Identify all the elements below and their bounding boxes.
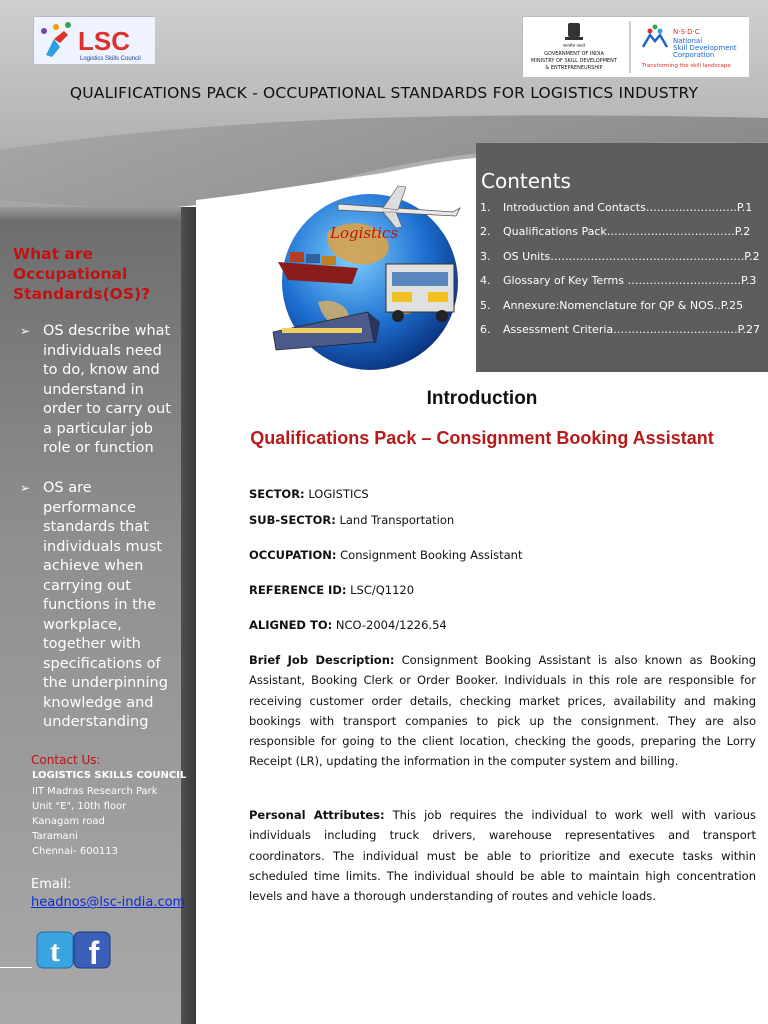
- gov-motto: सत्यमेव जयते: [562, 44, 586, 49]
- svg-text:f: f: [88, 935, 100, 969]
- os-bullet: ➢ OS are performance standards that individuals must achieve when carrying out functions in the workplace, together with specifications of the underpinning knowledge and understanding: [20, 480, 168, 730]
- gov-line-2: GOVERNMENT OF INDIA: [544, 51, 604, 57]
- arrow-bullet-icon: ➢: [20, 324, 31, 338]
- contents-item[interactable]: 5. Annexure:Nomenclature for QP & NOS..P.25: [480, 298, 744, 312]
- lsc-logo-subtext: Logistics Skills Council: [80, 56, 141, 62]
- contents-heading: Contents: [481, 169, 571, 193]
- subsector-field: [249, 513, 454, 527]
- contents-item[interactable]: 6. Assessment Criteria…………………………….P.27: [480, 322, 761, 336]
- lsc-logo-text: LSC: [78, 26, 130, 56]
- gov-line-4: & ENTREPRENEURSHIP: [545, 65, 603, 71]
- job-description-text: Consignment Booking Assistant is also known as Booking Assistant, Booking Clerk or Order Booker. Individuals in this role are responsible for receiving customer order details, checking market prices, availability and making bookings with transport companies to pick up the consignment. They are also responsible for going to the client location, checking the goods, preparing the Lorry Receipt (LR), updating the information in the computer system and billing.: [249, 653, 756, 769]
- contents-list: [480, 201, 766, 347]
- contact-address-line: IIT Madras Research Park: [32, 786, 158, 797]
- arrow-bullet-icon: ➢: [20, 481, 31, 495]
- twitter-icon[interactable]: [36, 931, 74, 969]
- lsc-logo: [33, 16, 154, 63]
- contents-item[interactable]: 4. Glossary of Key Terms ………………………….P.3: [480, 274, 757, 288]
- reference-id-field: [249, 583, 414, 597]
- contact-address-line: Taramani: [32, 831, 78, 842]
- aligned-value: NCO-2004/1226.54: [335, 618, 447, 632]
- sidebar: [0, 207, 196, 1024]
- svg-text:t: t: [50, 935, 60, 968]
- contents-item[interactable]: 3. OS Units…………………………………….……….P.2: [480, 249, 760, 263]
- divider: [0, 967, 32, 968]
- os-bullet: ➢ OS describe what individuals need to do, know and understand in order to carry out a particular job role or function: [20, 323, 171, 456]
- contents-item[interactable]: 1. Introduction and Contacts………..……….….P.1: [480, 201, 753, 214]
- aligned-label: ALIGNED TO:: [249, 618, 333, 632]
- logistics-globe-image: [268, 172, 478, 377]
- aligned-to-field: [249, 618, 447, 632]
- contents-panel: [476, 143, 768, 372]
- subsector-label: SUB-SECTOR:: [249, 513, 336, 527]
- personal-attributes-paragraph: [249, 805, 756, 906]
- gov-nsdc-logo: [522, 16, 748, 76]
- os-heading: What are Occupational Standards(OS)?: [13, 245, 151, 303]
- occupation-label: OCCUPATION:: [249, 548, 337, 562]
- nsdc-tagline: Transforming the skill landscape: [642, 63, 731, 69]
- globe-label: Logistics: [330, 224, 399, 242]
- nsdc-name-2: Skill Development: [673, 44, 737, 52]
- contact-address-line: Kanagam road: [32, 816, 105, 827]
- nsdc-name-1: National: [673, 37, 703, 45]
- contents-item[interactable]: 2. Qualifications Pack………………………..……P.2: [480, 225, 751, 239]
- job-description-paragraph: [249, 650, 756, 772]
- personal-attributes-text: This job requires the individual to work well with various individuals including truck drivers, warehouse representatives and transport coordinators. The individual must be able to prioritize and execute tasks within scheduled time limits. The individual should be able to maintain high concentration levels and have a thorough understanding of routes and vehicle loads.: [249, 808, 756, 904]
- nsdc-name-3: Corporation: [673, 51, 715, 59]
- sector-value: LOGISTICS: [308, 487, 369, 501]
- email-link[interactable]: headnos@lsc-india.com: [31, 895, 186, 910]
- sector-field: [249, 487, 369, 501]
- subsector-value: Land Transportation: [339, 513, 455, 527]
- occupation-value: Consignment Booking Assistant: [340, 548, 523, 562]
- sidebar-bevel: [0, 207, 196, 221]
- contact-address-line: Unit "E", 10th floor: [32, 801, 127, 812]
- intro-heading: Introduction: [426, 388, 538, 409]
- email-label: Email:: [31, 877, 72, 892]
- occupation-field: [249, 548, 522, 562]
- gov-line-3: MINISTRY OF SKILL DEVELOPMENT: [531, 58, 617, 64]
- job-description-label: Brief Job Description:: [249, 653, 395, 667]
- reference-value: LSC/Q1120: [350, 583, 415, 597]
- contact-heading: Contact Us:: [31, 753, 101, 767]
- nsdc-abbr: N·S·D·C: [673, 28, 700, 36]
- qp-title: Qualifications Pack – Consignment Booking Assistant: [250, 428, 714, 448]
- facebook-icon[interactable]: [73, 931, 111, 969]
- contact-org: LOGISTICS SKILLS COUNCIL: [32, 770, 187, 781]
- personal-attributes-label: Personal Attributes:: [249, 808, 385, 822]
- reference-label: REFERENCE ID:: [249, 583, 347, 597]
- page-title: QUALIFICATIONS PACK - OCCUPATIONAL STANDARDS FOR LOGISTICS INDUSTRY: [69, 84, 699, 102]
- sector-label: SECTOR:: [249, 487, 305, 501]
- contact-address-line: Chennai- 600113: [32, 846, 119, 857]
